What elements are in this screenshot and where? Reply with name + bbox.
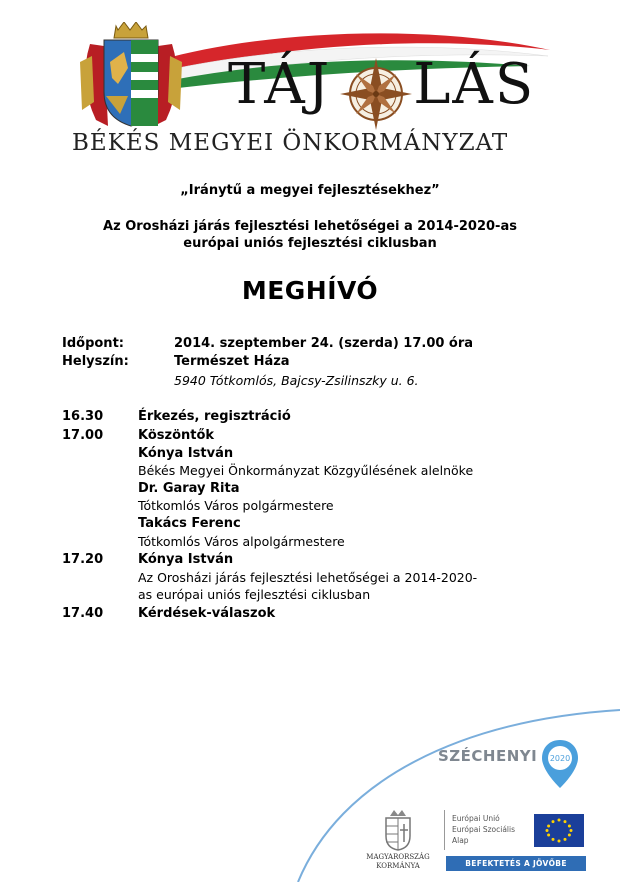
lecture-title-line2: as európai uniós fejlesztési ciklusban [138, 587, 371, 602]
agenda-time: 17.20 [62, 552, 104, 567]
speaker-name: Kónya István [138, 446, 234, 461]
eu-flag-icon [534, 814, 584, 847]
agenda-item: Érkezés, regisztráció [138, 409, 291, 424]
agenda-time: 17.40 [62, 606, 104, 621]
government-line2: KORMÁNYA [376, 862, 420, 870]
invitation-heading: MEGHÍVÓ [241, 276, 379, 305]
hungarian-coat-of-arms-icon [380, 806, 416, 852]
szechenyi-pin-icon [540, 738, 580, 790]
brand-left: TÁJ [228, 52, 332, 117]
government-line1: MAGYARORSZÁG [366, 853, 430, 861]
government-label [356, 853, 440, 871]
date-label: Időpont: [62, 336, 124, 351]
agenda-item: Köszöntők [138, 428, 215, 443]
agenda-time: 17.00 [62, 428, 104, 443]
compass-rose-icon [338, 56, 414, 132]
place-address: 5940 Tótkomlós, Bajcsy-Zsilinszky u. 6. [174, 373, 419, 388]
szechenyi-label: SZÉCHENYI [438, 747, 538, 765]
speaker-name: Takács Ferenc [138, 516, 241, 531]
speaker-name: Dr. Garay Rita [138, 481, 240, 496]
brand-right: LÁS [413, 52, 536, 117]
eu-line1: Európai Unió [452, 814, 500, 823]
speaker-role: Békés Megyei Önkormányzat Közgyűlésének alelnöke [138, 463, 474, 478]
szechenyi-year: 2020 [549, 754, 571, 763]
place-name: Természet Háza [174, 354, 290, 369]
slogan-bar: BEFEKTETÉS A JÖVŐBE [446, 856, 586, 871]
eu-line3: Alap [452, 836, 469, 845]
organization-name: BÉKÉS MEGYEI ÖNKORMÁNYZAT [72, 130, 509, 156]
footer-arc-decoration [0, 670, 620, 882]
lecture-title-line1: Az Orosházi járás fejlesztési lehetőségei a 2014-2020- [138, 570, 478, 585]
event-title-line2: európai uniós fejlesztési ciklusban [183, 236, 437, 251]
eu-label [452, 813, 515, 846]
motto: „Iránytű a megyei fejlesztésekhez” [180, 183, 440, 198]
speaker-name: Kónya István [138, 552, 234, 567]
agenda-time: 16.30 [62, 409, 104, 424]
place-label: Helyszín: [62, 354, 129, 369]
agenda-item: Kérdések-válaszok [138, 606, 276, 621]
speaker-role: Tótkomlós Város alpolgármestere [138, 534, 345, 549]
speaker-role: Tótkomlós Város polgármestere [138, 498, 334, 513]
eu-line2: Európai Szociális [452, 825, 515, 834]
date-value: 2014. szeptember 24. (szerda) 17.00 óra [174, 336, 474, 351]
event-title-line1: Az Orosházi járás fejlesztési lehetőségei a 2014-2020-as [103, 219, 517, 234]
